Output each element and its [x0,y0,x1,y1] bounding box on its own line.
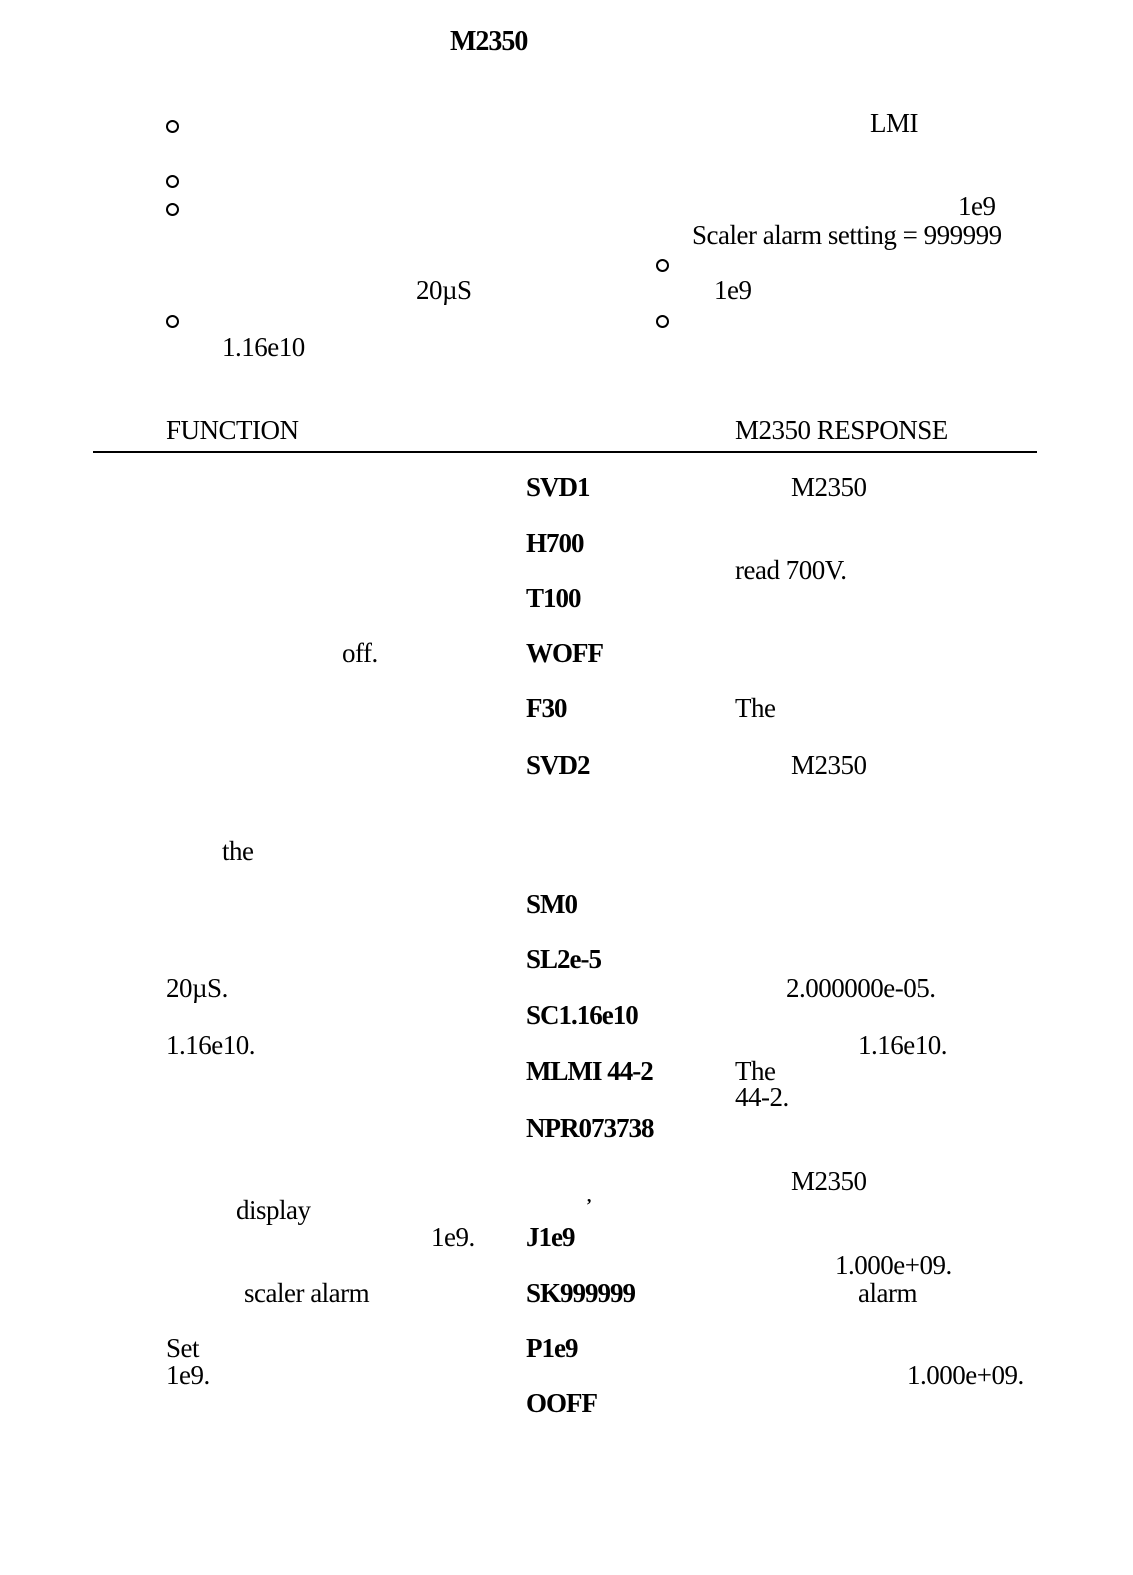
command-code: MLMI 44-2 [526,1056,653,1086]
bullet-circle-icon [166,315,179,328]
command-code: OOFF [526,1388,597,1418]
function-text: display [236,1195,311,1225]
note-1e9: 1e9 [958,191,996,221]
function-text: Set [166,1333,200,1363]
command-code: F30 [526,693,567,723]
function-text: 1e9. [431,1222,475,1252]
handwritten-tick-mark-icon: ʼ [586,1195,592,1215]
command-code: P1e9 [526,1333,578,1363]
response-header: M2350 RESPONSE [735,415,948,445]
note-1-16e10: 1.16e10 [222,332,305,362]
function-text: 1e9. [166,1360,210,1390]
response-text: 2.000000e-05. [786,973,936,1003]
bullet-circle-icon [166,203,179,216]
response-text: M2350 [791,750,867,780]
command-code: H700 [526,528,584,558]
note-1e9: 1e9 [714,275,752,305]
bullet-circle-icon [166,120,179,133]
bullet-circle-icon [166,175,179,188]
response-text: 44-2. [735,1082,789,1112]
function-text: 20µS. [166,973,228,1003]
function-header: FUNCTION [166,415,299,445]
command-code: NPR073738 [526,1113,654,1143]
note-20us: 20µS [416,275,472,305]
command-code: SC1.16e10 [526,1000,638,1030]
function-text: scaler alarm [244,1278,370,1308]
command-code: SVD2 [526,750,590,780]
function-text: off. [342,638,378,668]
function-text: the [222,836,254,866]
command-code: SL2e-5 [526,944,601,974]
page-title: M2350 [450,26,528,57]
command-code: T100 [526,583,581,613]
response-text: M2350 [791,1166,867,1196]
command-code: SVD1 [526,472,590,502]
command-code: J1e9 [526,1222,575,1252]
command-code: SM0 [526,889,577,919]
command-code: WOFF [526,638,603,668]
response-text: M2350 [791,472,867,502]
function-text: 1.16e10. [166,1030,255,1060]
bullet-circle-icon [656,259,669,272]
response-text: read 700V. [735,555,847,585]
response-text: 1.000e+09. [835,1250,952,1280]
note-scaler-alarm-setting: Scaler alarm setting = 999999 [692,220,1002,250]
bullet-circle-icon [656,315,669,328]
command-code: SK999999 [526,1278,636,1308]
response-text: 1.16e10. [858,1030,947,1060]
note-lmi: LMI [870,108,918,138]
response-text: 1.000e+09. [907,1360,1024,1390]
header-divider [93,451,1037,453]
response-text: alarm [858,1278,917,1308]
response-text: The [735,1056,776,1086]
response-text: The [735,693,776,723]
